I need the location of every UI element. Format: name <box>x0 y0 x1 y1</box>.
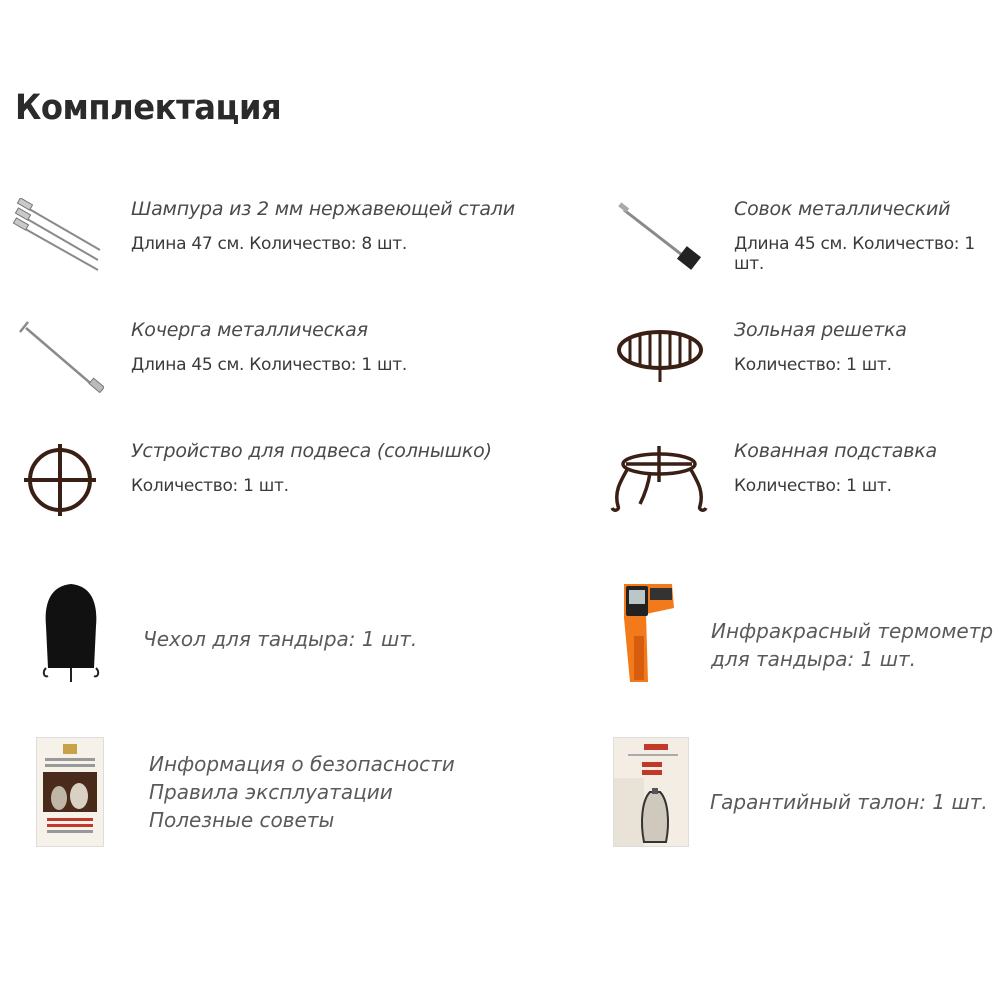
thermometer-text: Инфракрасный термометр для тандыра: 1 шт. <box>711 619 994 671</box>
stand-icon <box>610 442 708 514</box>
hanger-icon <box>22 440 98 520</box>
item-name: Устройство для подвеса (солнышко) <box>131 440 492 462</box>
item-name: Кованная подставка <box>734 440 937 462</box>
item-detail: Количество: 1 шт. <box>131 476 289 496</box>
item-name: Шампура из 2 мм нержавеющей стали <box>131 198 515 220</box>
warranty-icon <box>614 738 688 846</box>
skewers-icon <box>12 198 104 276</box>
item-detail: Длина 47 см. Количество: 8 шт. <box>131 234 407 254</box>
booklet-image <box>37 738 103 846</box>
thermometer-icon <box>620 578 678 686</box>
item-detail: Длина 45 см. Количество: 1 шт. <box>131 355 407 375</box>
poker-icon <box>12 318 104 398</box>
booklet-icon <box>37 738 103 846</box>
item-name: Зольная решетка <box>734 319 907 341</box>
item-name: Кочерга металлическая <box>131 319 368 341</box>
page-title: Комплектация <box>15 88 282 128</box>
cover-icon <box>38 580 104 686</box>
info-text: Информация о безопасности Правила эксплуатации Полезные советы <box>149 752 455 832</box>
item-detail: Количество: 1 шт. <box>734 476 892 496</box>
item-detail: Количество: 1 шт. <box>734 355 892 375</box>
item-detail: Длина 45 см. Количество: 1 шт. <box>734 234 975 274</box>
warranty-image <box>614 738 688 846</box>
warranty-text: Гарантийный талон: 1 шт. <box>710 790 988 814</box>
scoop-icon <box>616 200 706 275</box>
item-name: Совок металлический <box>734 198 951 220</box>
cover-text: Чехол для тандыра: 1 шт. <box>143 627 418 651</box>
grate-icon <box>616 328 704 384</box>
